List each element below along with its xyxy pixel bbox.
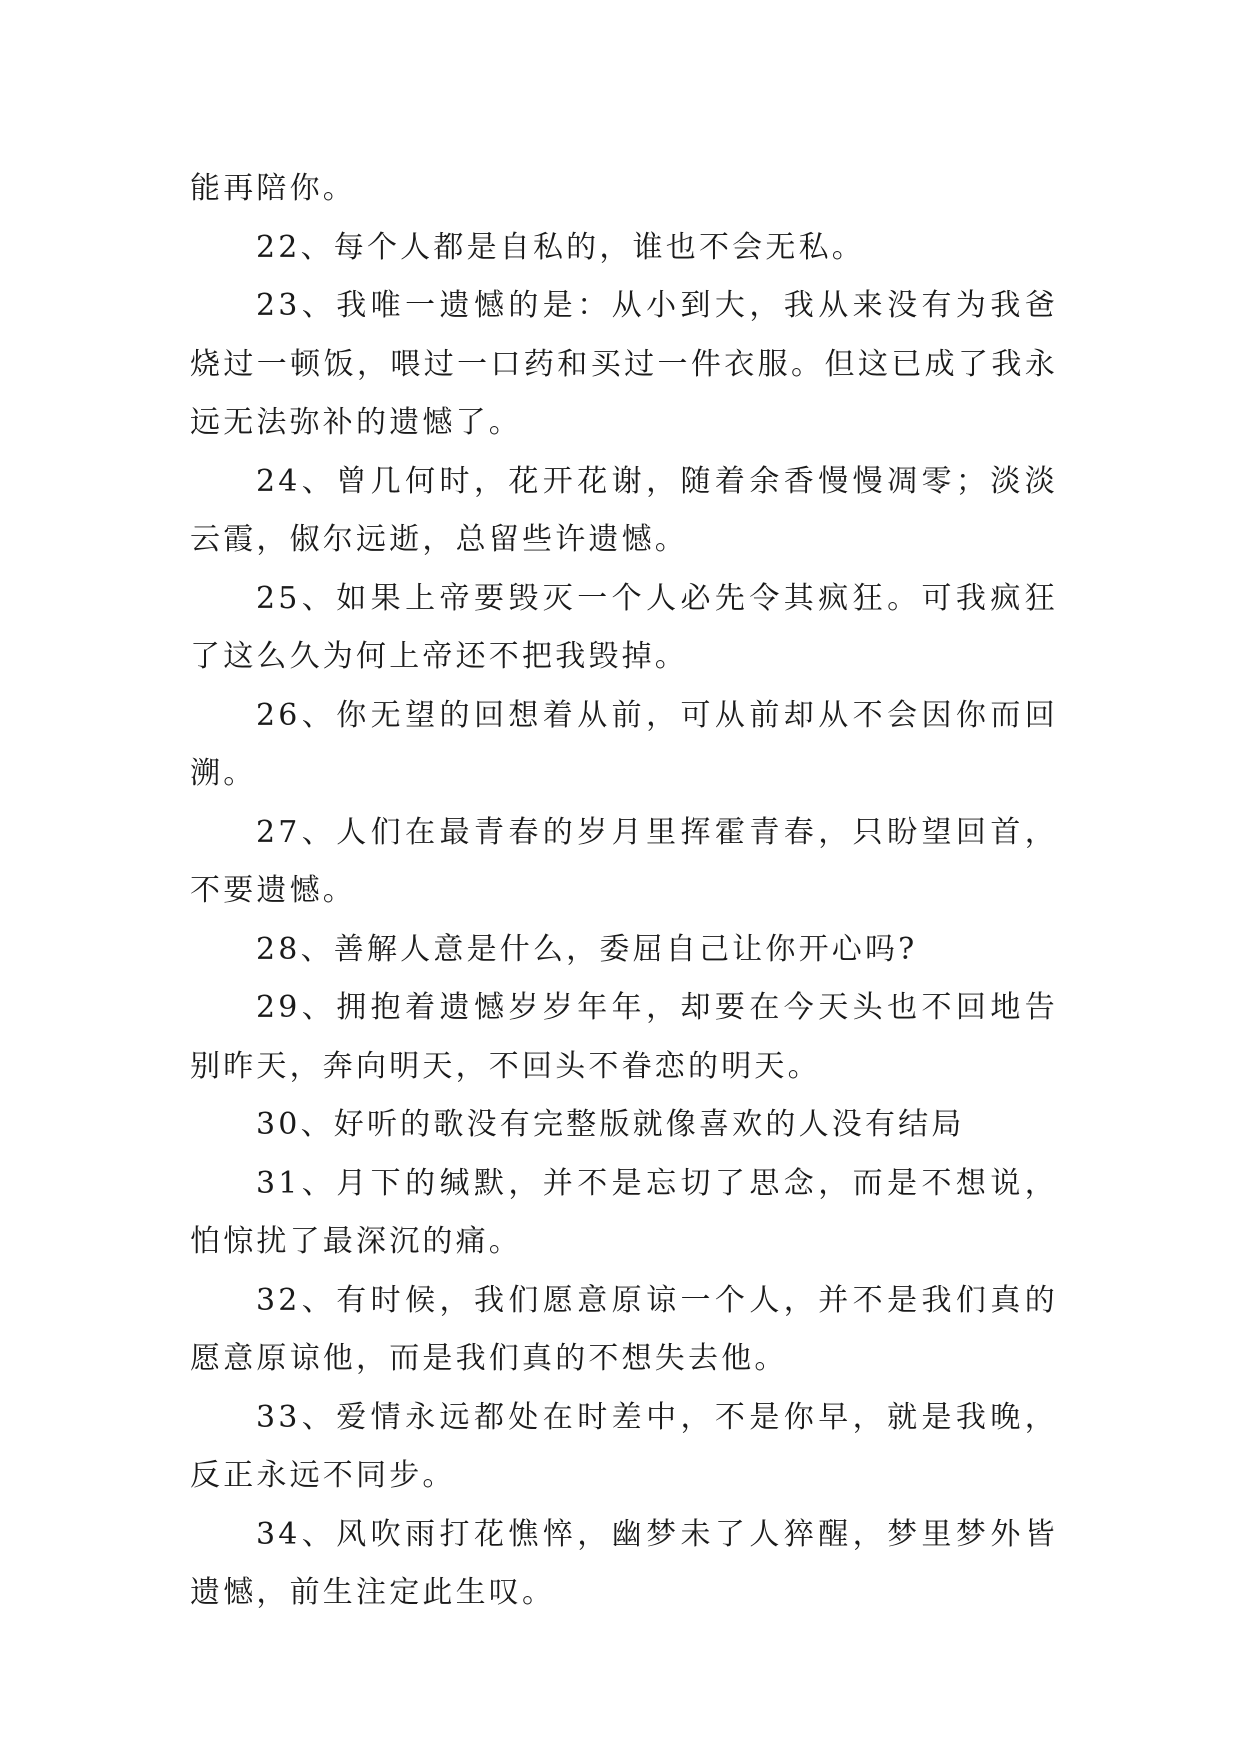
document-body: [190, 160, 1058, 1623]
paragraph-29: 29、拥抱着遗憾岁岁年年，却要在今天头也不回地告别昨天，奔向明天，不回头不眷恋的明天。: [190, 990, 1058, 1084]
paragraph-26: 26、你无望的回想着从前，可从前却从不会因你而回溯。: [190, 697, 1058, 791]
paragraph-24: 24、曾几何时，花开花谢，随着余香慢慢凋零；淡淡云霞，俶尔远逝，总留些许遗憾。: [190, 463, 1058, 557]
paragraph-34: 34、风吹雨打花憔悴，幽梦未了人猝醒，梦里梦外皆遗憾，前生注定此生叹。: [190, 1516, 1058, 1610]
paragraph-25: 25、如果上帝要毁灭一个人必先令其疯狂。可我疯狂了这么久为何上帝还不把我毁掉。: [190, 580, 1058, 674]
paragraph-32: 32、有时候，我们愿意原谅一个人，并不是我们真的愿意原谅他，而是我们真的不想失去他。: [190, 1282, 1058, 1376]
paragraph-33: 33、爱情永远都处在时差中，不是你早，就是我晚，反正永远不同步。: [190, 1399, 1058, 1493]
paragraph-30: 30、好听的歌没有完整版就像喜欢的人没有结局: [256, 1107, 965, 1142]
paragraph-continuation: 能再陪你。: [190, 171, 356, 206]
paragraph-22: 22、每个人都是自私的，谁也不会无私。: [256, 229, 865, 265]
paragraph-28: 28、善解人意是什么，委屈自己让你开心吗?: [256, 931, 918, 967]
paragraph-23: 23、我唯一遗憾的是：从小到大，我从来没有为我爸烧过一顿饭，喂过一口药和买过一件衣服。但这已成了我永远无法弥补的遗憾了。: [190, 288, 1058, 440]
paragraph-31: 31、月下的缄默，并不是忘切了思念，而是不想说，怕惊扰了最深沉的痛。: [190, 1165, 1058, 1259]
paragraph-27: 27、人们在最青春的岁月里挥霍青春，只盼望回首，不要遗憾。: [190, 814, 1058, 908]
